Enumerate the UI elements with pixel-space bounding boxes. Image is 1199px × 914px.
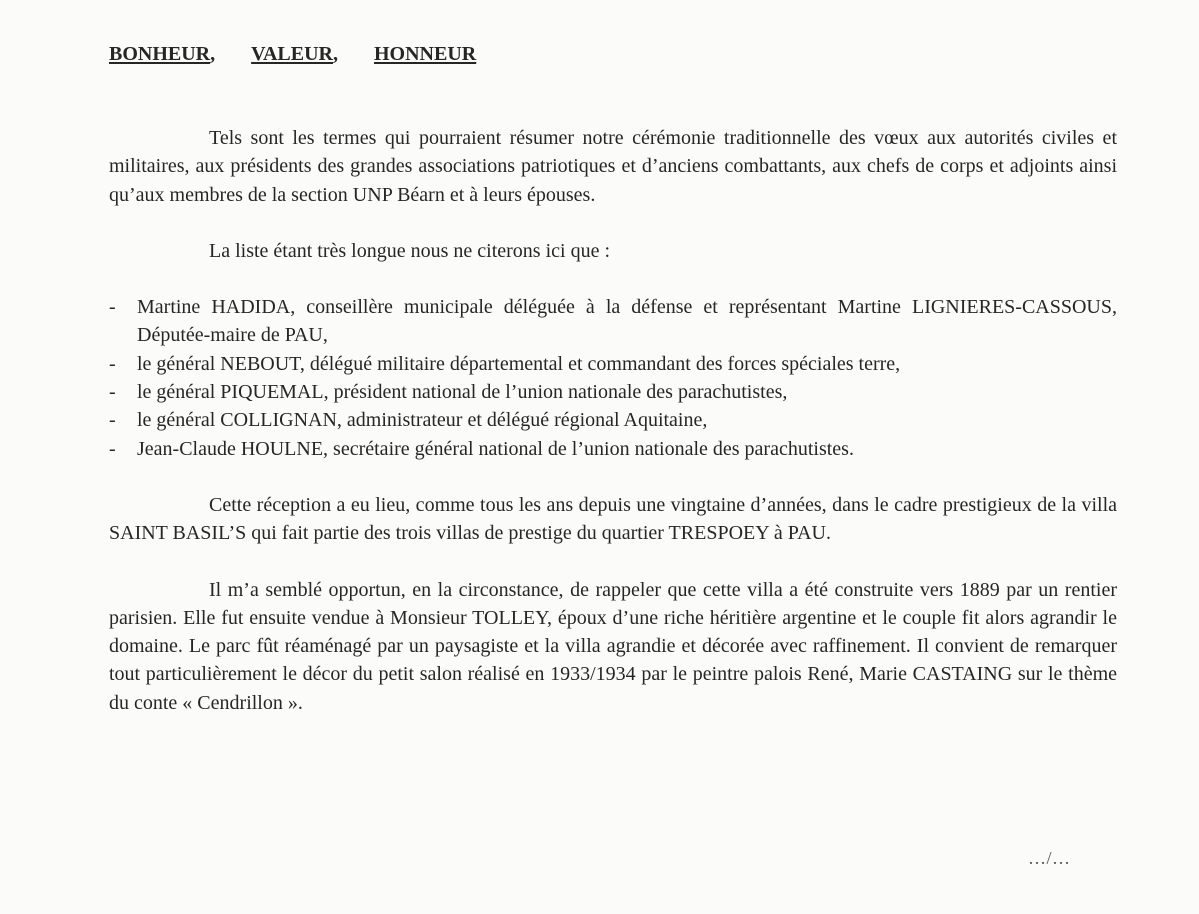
list-item: [109, 406, 1117, 434]
list-item: [109, 293, 1117, 350]
list-item-text: le général COLLIGNAN, administrateur et délégué régional Aquitaine,: [137, 409, 708, 432]
list-bullet: -: [109, 296, 116, 319]
list-item-text: Jean-Claude HOULNE, secrétaire général national de l’union nationale des parachutistes.: [137, 437, 854, 460]
title-comma: ,: [333, 43, 338, 65]
paragraph-intro: Tels sont les termes qui pourraient résumer notre cérémonie traditionnelle des vœux aux autorités civiles et militaires, aux présidents des grandes associations patriotiques et d’anciens combattants, aux chefs de corps et adjoints ainsi qu’aux membres de la section UNP Béarn et à leurs épouses.: [109, 127, 1117, 206]
paragraph-villa-history: Il m’a semblé opportun, en la circonstance, de rappeler que cette villa a été construite vers 1889 par un rentier parisien. Elle fut ensuite vendue à Monsieur TOLLEY, époux d’une riche héritière argentine et le couple fit alors agrandir le domaine. Le parc fût réaménagé par un paysagiste et la villa agrandie et décorée avec raffinement. Il convient de remarquer tout particulièrement le décor du petit salon réalisé en 1933/1934 par le peintre palois René, Marie CASTAING sur le thème du conte « Cendrillon ».: [109, 578, 1117, 714]
page-continuation-marker: …/…: [1028, 848, 1071, 868]
list-item-text: le général PIQUEMAL, président national de l’union nationale des parachutistes,: [137, 381, 788, 404]
paragraph-reception: Cette réception a eu lieu, comme tous les ans depuis une vingtaine d’années, dans le cadre prestigieux de la villa SAINT BASIL’S qui fait partie des trois villas de prestige du quartier TRESPOEY à PAU.: [109, 493, 1117, 545]
list-item-text: le général NEBOUT, délégué militaire départemental et commandant des forces spéciales terre,: [137, 352, 901, 375]
list-item: [109, 350, 1117, 378]
guest-list: [109, 293, 1117, 463]
paragraph-list-intro: La liste étant très longue nous ne citerons ici que :: [209, 239, 610, 262]
list-bullet: -: [109, 352, 116, 375]
title-word-valeur: VALEUR: [251, 43, 333, 65]
list-bullet: -: [109, 381, 116, 404]
title-word-honneur: HONNEUR: [374, 43, 477, 65]
title-word-bonheur: BONHEUR: [109, 43, 211, 65]
list-bullet: -: [109, 409, 116, 432]
list-item-text: Martine HADIDA, conseillère municipale déléguée à la défense et représentant Martine LIGNIERES-CASSOUS, Députée-maire de PAU,: [137, 296, 1117, 347]
list-bullet: -: [109, 437, 116, 460]
title-comma: ,: [210, 43, 216, 65]
document-title: [109, 40, 1117, 68]
list-item: [109, 435, 1117, 463]
list-item: [109, 378, 1117, 406]
